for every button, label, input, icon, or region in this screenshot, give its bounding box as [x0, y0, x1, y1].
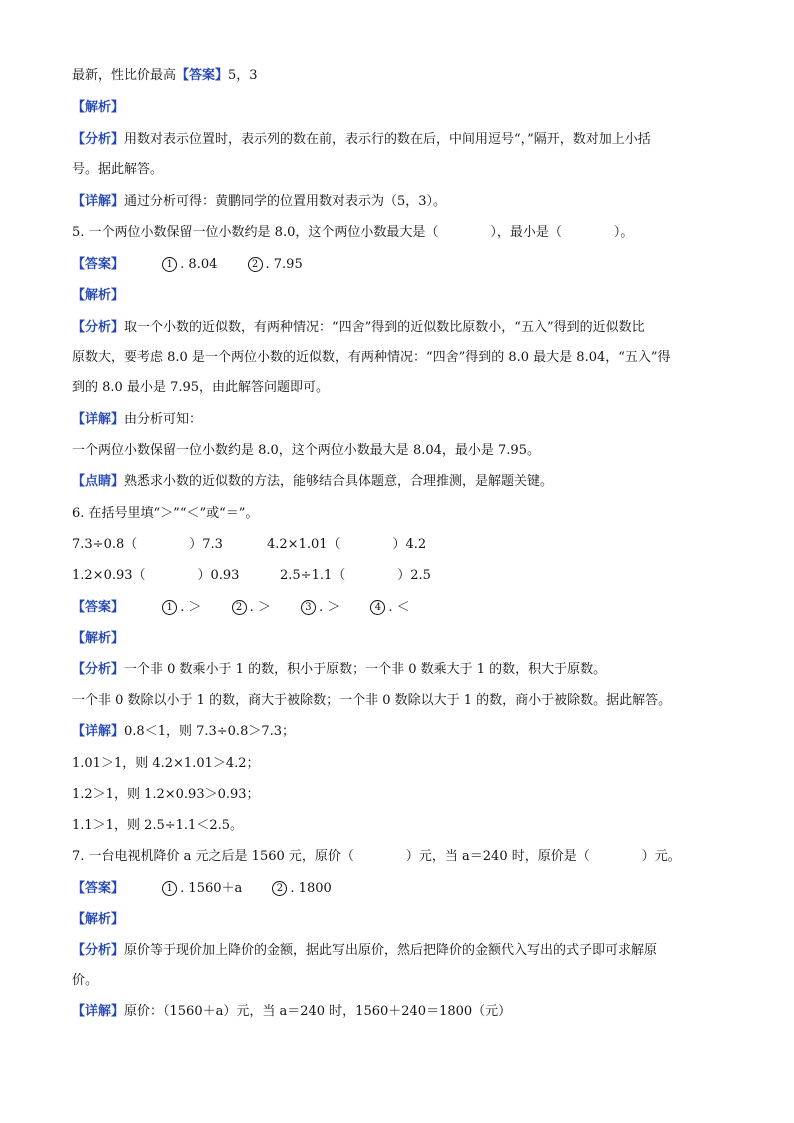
text: 取一个小数的近似数，有两种情况：“四舍”得到的近似数比原数小，“五入”得到的近似数比 [124, 320, 645, 335]
fenxi-label: 【分析】 [72, 943, 125, 958]
answer-label: 【答案】 [72, 600, 125, 615]
xiangjie-label: 【详解】 [72, 412, 125, 427]
q6-fenxi-2: 一个非 0 数除以小于 1 的数，商大于被除数；一个非 0 数除以大于 1 的数，商小于被除数。据此解答。 [72, 693, 672, 708]
fenxi-label: 【分析】 [72, 662, 125, 677]
circled-number: 1 [162, 257, 177, 272]
q4-xiangjie [72, 192, 732, 212]
q6-expr-2: 4.2×1.01（ ）4.2 [267, 537, 427, 552]
answer-value: . 8.04 [180, 257, 218, 272]
dianjing-label: 【点睛】 [72, 474, 125, 489]
q4-fenxi-1 [72, 130, 732, 150]
answer-value: . 7.95 [265, 257, 303, 272]
q7-xiangjie [72, 1002, 732, 1022]
q5-xiangjie [72, 410, 732, 430]
answer-label: 【答案】 [72, 257, 125, 272]
q5-answer-2 [248, 255, 303, 275]
q6-question: 6. 在括号里填“＞”“＜”或“＝”。 [72, 506, 259, 521]
text: 熟悉求小数的近似数的方法，能够结合具体题意，合理推测，是解题关键。 [124, 474, 554, 489]
q6-xiangjie-1 [72, 722, 732, 742]
line-q4-answer [72, 66, 732, 86]
q7-fenxi-2: 价。 [72, 973, 99, 988]
q6-xiangjie-2: 1.01＞1，则 4.2×1.01＞4.2； [72, 756, 260, 771]
text: 最新，性比价最高 [72, 68, 177, 83]
q5-fenxi-3: 到的 8.0 最小是 7.95，由此解答问题即可。 [72, 380, 330, 395]
text: 原价等于现价加上降价的金额，据此写出原价，然后把降价的金额代入写出的式子即可求解原 [124, 943, 658, 958]
analysis-label: 【解析】 [72, 100, 125, 115]
circled-number: 2 [248, 257, 263, 272]
q7-question: 7. 一台电视机降价 a 元之后是 1560 元，原价（ ）元，当 a＝240 时，原价是（ ）元。 [72, 849, 681, 864]
xiangjie-label: 【详解】 [72, 194, 125, 209]
q5-fenxi-2: 原数大，要考虑 8.0 是一个两位小数的近似数，有两种情况：“四舍”得到的 8.0 最大是 8.04，“五入”得 [72, 350, 671, 365]
q6-answer-4 [370, 598, 409, 618]
xiangjie-label: 【详解】 [72, 1004, 125, 1019]
q7-answer-row [72, 879, 732, 899]
q7-fenxi-1 [72, 941, 732, 961]
answer-value: . ＜ [388, 600, 410, 615]
text: 一个非 0 数乘小于 1 的数，积小于原数；一个非 0 数乘大于 1 的数，积大于原数。 [124, 662, 607, 677]
text: 用数对表示位置时，表示列的数在前，表示行的数在后，中间用逗号“，”隔开，数对加上小括 [124, 132, 651, 147]
text: 通过分析可得：黄鹏同学的位置用数对表示为（5，3）。 [124, 194, 447, 209]
q4-fenxi-2: 号。据此解答。 [72, 162, 164, 177]
fenxi-label: 【分析】 [72, 320, 125, 335]
answer-value: . 1800 [290, 881, 332, 896]
text: 原价：（1560＋a）元，当 a＝240 时，1560＋240＝1800（元） [124, 1004, 512, 1019]
circled-number: 2 [272, 881, 287, 896]
q5-question: 5. 一个两位小数保留一位小数约是 8.0，这个两位小数最大是（ ），最小是（ ）。 [72, 225, 634, 240]
analysis-label: 【解析】 [72, 288, 125, 303]
q5-answer-row [72, 255, 732, 275]
q5-dianjing [72, 472, 732, 492]
q6-answer-1 [162, 598, 201, 618]
text: 0.8＜1，则 7.3÷0.8＞7.3； [124, 724, 296, 739]
analysis-label: 【解析】 [72, 912, 125, 927]
circled-number: 3 [301, 600, 316, 615]
q6-expr-1: 7.3÷0.8（ ）7.3 [72, 537, 223, 552]
q6-xiangjie-3: 1.2＞1，则 1.2×0.93＞0.93； [72, 787, 260, 802]
q6-row-1 [72, 535, 732, 555]
q7-answer-2 [272, 879, 331, 899]
circled-number: 2 [232, 600, 247, 615]
q6-expr-3: 1.2×0.93（ ）0.93 [72, 568, 240, 583]
q7-answer-1 [162, 879, 242, 899]
answer-text: 5，3 [228, 68, 258, 83]
q5-xiangjie-2: 一个两位小数保留一位小数约是 8.0，这个两位小数最大是 8.04，最小是 7.95。 [72, 443, 540, 458]
answer-label: 【答案】 [72, 881, 125, 896]
xiangjie-label: 【详解】 [72, 724, 125, 739]
fenxi-label: 【分析】 [72, 132, 125, 147]
answer-label: 【答案】 [176, 68, 229, 83]
answer-value: . ＞ [318, 600, 341, 615]
analysis-label: 【解析】 [72, 631, 125, 646]
q6-xiangjie-4: 1.1＞1，则 2.5÷1.1＜2.5。 [72, 818, 243, 833]
text: 由分析可知： [124, 412, 203, 427]
answer-value: . 1560＋a [180, 881, 243, 896]
circled-number: 4 [370, 600, 385, 615]
answer-value: . ＞ [180, 600, 202, 615]
circled-number: 1 [162, 881, 177, 896]
q5-fenxi-1 [72, 318, 732, 338]
q6-fenxi-1 [72, 660, 732, 680]
answer-value: . ＞ [249, 600, 271, 615]
q6-answer-2 [232, 598, 271, 618]
q6-answer-3 [301, 598, 340, 618]
q6-expr-4: 2.5÷1.1（ ）2.5 [280, 568, 431, 583]
circled-number: 1 [162, 600, 177, 615]
q5-answer-1 [162, 255, 217, 275]
q6-row-2 [72, 566, 732, 586]
q6-answer-row [72, 598, 732, 618]
